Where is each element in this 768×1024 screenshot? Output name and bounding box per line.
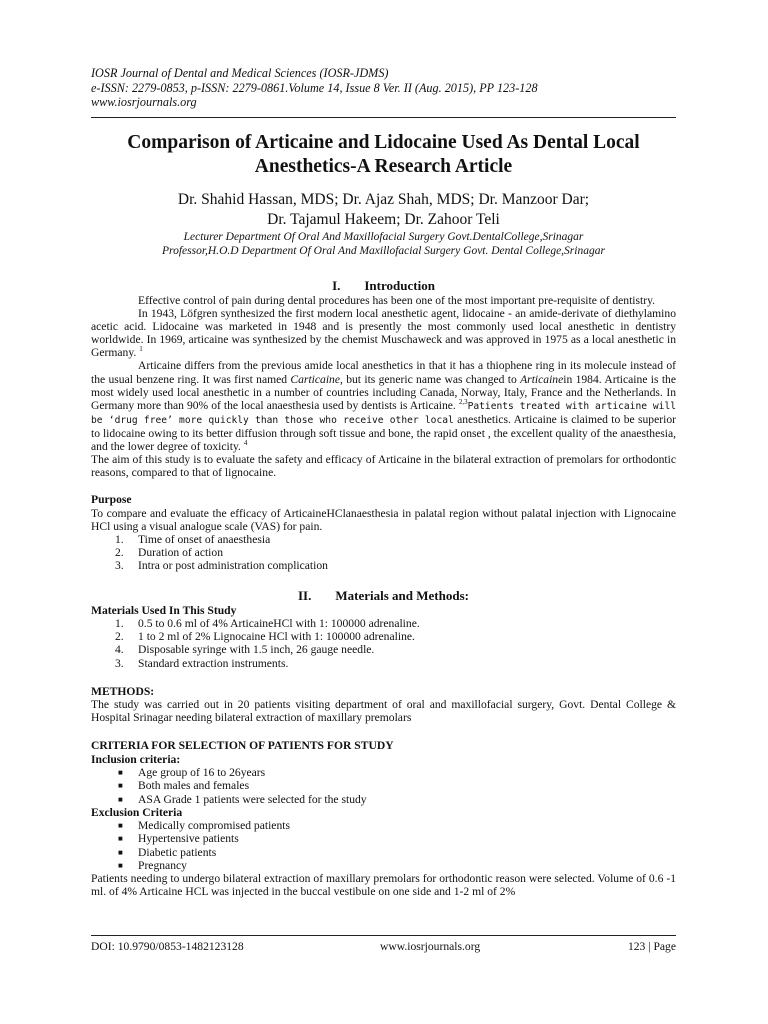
materials-subheading: Materials Used In This Study [91,603,237,617]
bullet-icon: ■ [118,834,123,844]
footer-page-number: 123 | Page [627,940,676,953]
authors [91,190,676,230]
purpose-heading: Purpose [91,493,132,507]
list-marker: 3. [115,559,124,573]
footer-doi: DOI: 10.9790/0853-1482123128 [91,940,244,953]
page-title [91,131,676,179]
header-rule [91,117,676,118]
list-text: 0.5 to 0.6 ml of 4% ArticaineHCl with 1: 100000 adrenaline. [138,616,420,630]
section-heading-introduction [91,278,676,294]
list-item [91,793,676,806]
list-text: Diabetic patients [138,845,217,859]
list-text: Standard extraction instruments. [138,656,289,670]
list-text: Duration of action [138,546,223,560]
section-title: Materials and Methods: [335,587,469,603]
bullet-icon: ■ [118,768,123,778]
list-item [91,859,676,872]
list-text: Both males and females [138,779,250,793]
list-marker: 2. [115,546,124,560]
intro-paragraph-2 [91,307,676,359]
purpose-list [91,533,676,573]
footer-site: www.iosrjournals.org [380,940,481,953]
list-item [91,766,676,779]
intro-p2-text: In 1943, Löfgren synthesized the first modern local anesthetic agent, lidocaine - an amide-derivate of diethylamino acetic acid. Lidocaine was marketed in 1948 and is presently the most commonly used local anesthetic in dentistry worldwide. In 1969, articaine was synthesized by the chemist Muschaweck and was approved in 1975 as a local anesthetic in Germany. [91,307,676,360]
title-line-1: Comparison of Articaine and Lidocaine Used As Dental Local [127,132,640,153]
criteria-heading: CRITERIA FOR SELECTION OF PATIENTS FOR STUDY [91,739,394,753]
exclusion-list [91,819,676,872]
list-marker: 2. [115,630,124,644]
list-item [91,617,676,630]
list-item [91,779,676,792]
bullet-icon: ■ [118,821,123,831]
section-heading-materials [91,588,676,604]
text-run: Articaine differs from the previous amide local anesthetics in that it has a thiophene ring in its molecule instead of the usual benzene ring. It was first named [91,359,676,386]
list-text: ASA Grade 1 patients were selected for the study [138,792,367,806]
section-number: II. [298,587,312,603]
page-body [91,66,676,110]
list-item [91,630,676,643]
list-item [91,546,676,559]
criteria-closing-text: Patients needing to undergo bilateral extraction of maxillary premolars for orthodontic reason were selected. Volume of 0.6 -1 ml. of 4% Articaine HCL was injected in the buccal vestibule on one side and 1-2 ml of 2% [91,871,676,899]
list-item [91,657,676,670]
journal-url: www.iosrjournals.org [91,95,197,109]
affiliations [91,230,676,258]
list-item [91,559,676,572]
methods-text: The study was carried out in 20 patients visiting department of oral and maxillofacial surgery, Govt. Dental College & Hospital Srinagar needing bilateral extraction of maxillary premolars [91,698,676,725]
bullet-icon: ■ [118,794,123,804]
list-text: Hypertensive patients [138,832,239,846]
section-number: I. [332,278,341,293]
list-marker: 1. [115,532,124,546]
footer-rule [91,935,676,936]
list-text: Disposable syringe with 1.5 inch, 26 gauge needle. [138,643,375,657]
list-text: Pregnancy [138,858,187,872]
intro-paragraph-1: Effective control of pain during dental procedures has been one of the most important pre-requisite of dentistry. [138,294,656,307]
authors-line-2: Dr. Tajamul Hakeem; Dr. Zahoor Teli [267,211,500,228]
section-title: Introduction [364,278,435,293]
journal-name: IOSR Journal of Dental and Medical Sciences (IOSR-JDMS) [91,66,389,80]
intro-paragraph-4: The aim of this study is to evaluate the safety and efficacy of Articaine in the bilateral extraction of premolars for orthodontic reasons, compared to that of lignocaine. [91,453,676,480]
list-item [91,643,676,656]
text-run: in 1984. Articaine is the most widely used local anesthetic in a number of countries including Canada, Norway, Italy, France and the Netherlands. In Germany more than 90% of the local anaesthesia used by dentists is Articaine. [91,372,677,412]
bullet-icon: ■ [118,781,123,791]
mono-text-run: Patients treated with articaine will be ‘drug free’ more quickly than those who receive other local [91,400,676,426]
list-text: Medically compromised patients [138,819,290,833]
list-marker: 3. [115,656,124,670]
affiliation-2: Professor,H.O.D Department Of Oral And Maxillofacial Surgery Govt. Dental College,Srinagar [162,245,605,257]
list-text: Intra or post administration complication [138,559,328,573]
list-item [91,832,676,845]
inclusion-heading: Inclusion criteria: [91,752,181,766]
exclusion-heading: Exclusion Criteria [91,805,183,819]
bullet-icon: ■ [118,847,123,857]
citation: 1 [139,345,143,354]
bullet-icon: ■ [118,860,123,870]
text-run: , but its generic name was changed to [340,372,521,386]
italic-term: Carticaine [290,372,340,386]
title-line-2: Anesthetics-A Research Article [254,156,513,177]
list-text: Time of onset of anaesthesia [138,532,271,546]
authors-line-1: Dr. Shahid Hassan, MDS; Dr. Ajaz Shah, MDS; Dr. Manzoor Dar; [177,191,590,208]
italic-term: Articaine [520,372,564,386]
list-item [91,819,676,832]
list-marker: 4. [115,643,124,657]
list-text: 1 to 2 ml of 2% Lignocaine HCl with 1: 100000 adrenaline. [138,630,415,644]
intro-paragraph-3 [91,359,676,453]
materials-list [91,617,676,670]
list-text: Age group of 16 to 26years [138,766,266,780]
inclusion-list [91,766,676,806]
citation: 4 [243,439,248,448]
purpose-text: To compare and evaluate the efficacy of ArticaineHClanaesthesia in palatal region without palatal injection with Lignocaine HCl using a visual analogue scale (VAS) for pain. [91,506,676,533]
journal-header [91,66,676,110]
list-item [91,533,676,546]
journal-issn: e-ISSN: 2279-0853, p-ISSN: 2279-0861.Volume 14, Issue 8 Ver. II (Aug. 2015), PP 123-128 [91,80,538,95]
methods-heading: METHODS: [91,684,155,698]
affiliation-1: Lecturer Department Of Oral And Maxillofacial Surgery Govt.DentalCollege,Srinagar [183,231,584,243]
text-run: anesthetics. Articaine is claimed to be superior to lidocaine owing to its better diffusion through soft tissue and bone, the rapid onset , the excellent quality of the anaesthesia, and the lower degree of toxicity. [91,412,676,454]
list-item [91,846,676,859]
list-marker: 1. [115,616,124,630]
article [91,131,676,898]
citation: 2,3 [458,397,468,406]
